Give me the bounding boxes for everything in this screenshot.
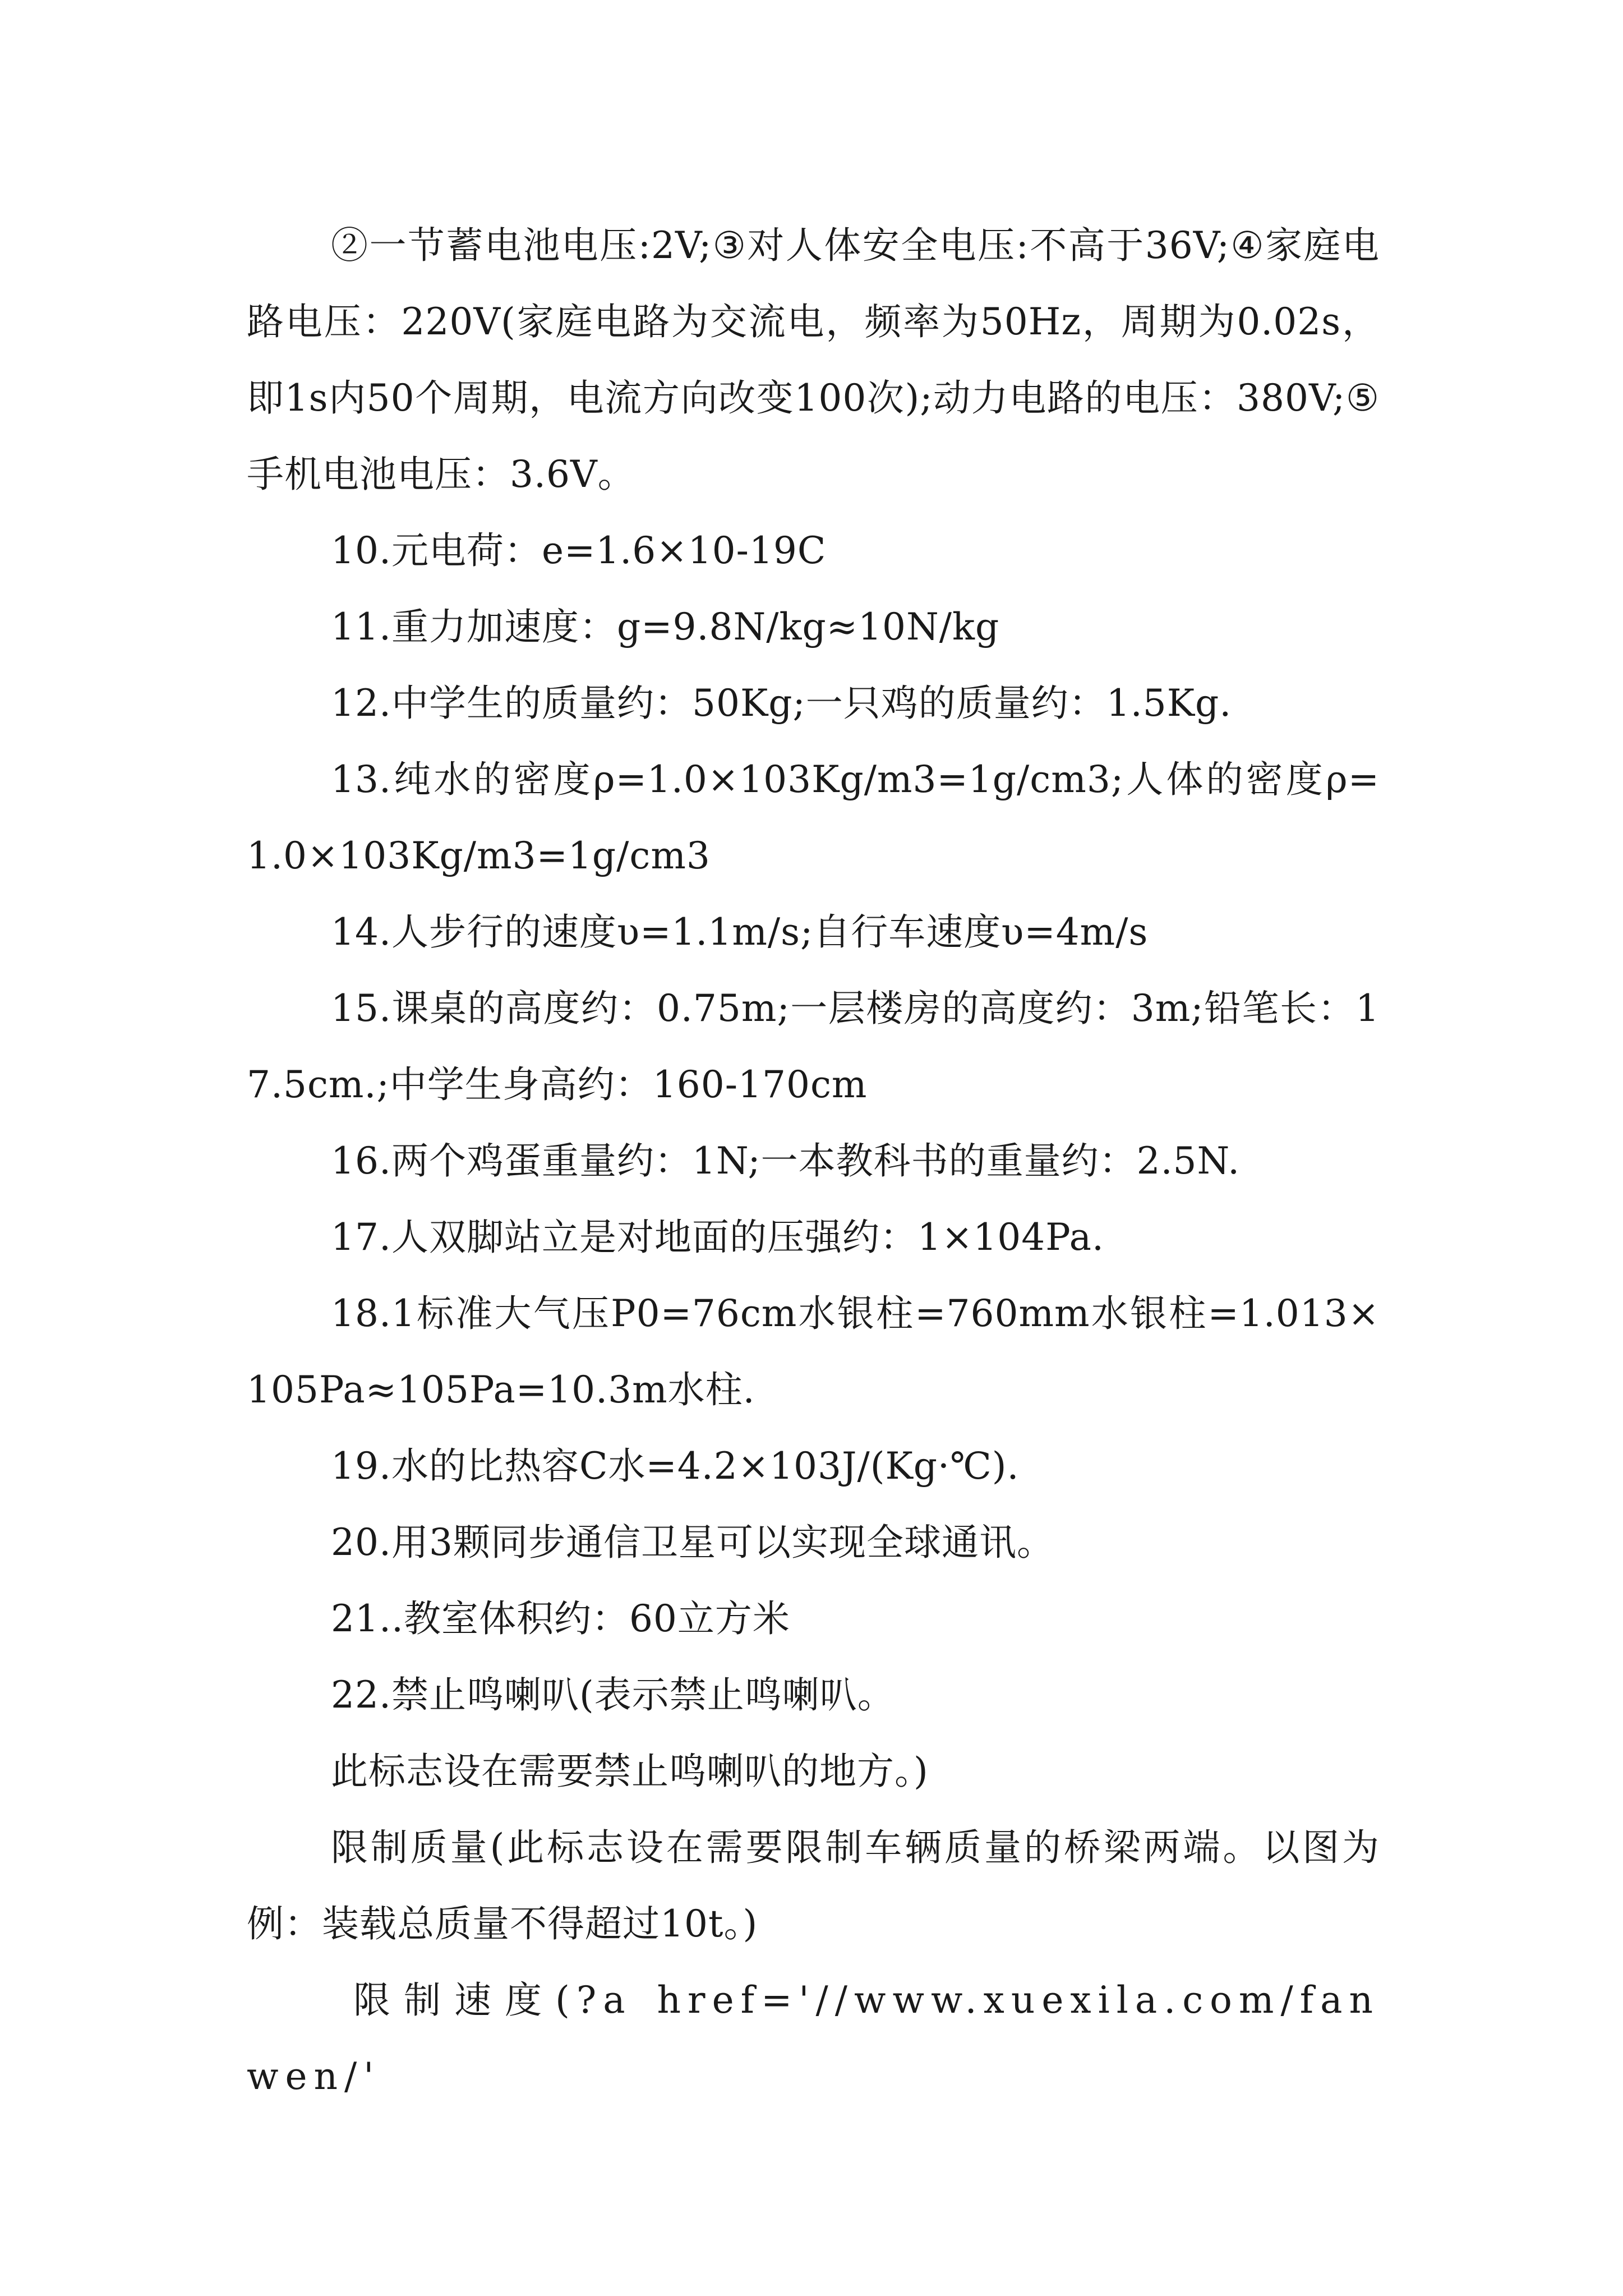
paragraph-item-14: 14.人步行的速度υ=1.1m/s;自行车速度υ=4m/s <box>331 910 1149 954</box>
paragraph-item-10: 10.元电荷：e=1.6×10-19C <box>331 529 827 572</box>
paragraph-item-17: 17.人双脚站立是对地面的压强约：1×104Pa. <box>331 1216 1104 1259</box>
paragraph-weight-limit: 限制质量(此标志设在需要限制车辆质量的桥梁两端。以图为例：装载总质量不得超过10t。) <box>247 1826 1380 1945</box>
paragraph-horn-sign-note: 此标志设在需要禁止鸣喇叭的地方。) <box>331 1750 929 1793</box>
paragraph-item-16: 16.两个鸡蛋重量约：1N;一本教科书的重量约：2.5N. <box>331 1139 1241 1182</box>
paragraph-item-12: 12.中学生的质量约：50Kg;一只鸡的质量约：1.5Kg. <box>331 682 1232 725</box>
paragraph-item-15: 15.课桌的高度约：0.75m;一层楼房的高度约：3m;铅笔长：17.5cm.;中学生身高约：160-170cm <box>247 987 1380 1106</box>
paragraph-item-13: 13.纯水的密度ρ=1.0×103Kg/m3=1g/cm3;人体的密度ρ=1.0×103Kg/m3=1g/cm3 <box>247 758 1380 877</box>
document-body <box>247 208 1380 2115</box>
paragraph-item-20: 20.用3颗同步通信卫星可以实现全球通讯。 <box>331 1521 1054 1564</box>
paragraph-item-22: 22.禁止鸣喇叭(表示禁止鸣喇叭。 <box>331 1673 895 1717</box>
paragraph-item-21: 21..教室体积约：60立方米 <box>331 1597 790 1640</box>
paragraph-item-18: 18.1标准大气压P0=76cm水银柱=760mm水银柱=1.013×105Pa≈105Pa=10.3m水柱. <box>247 1292 1380 1411</box>
paragraph-item-19: 19.水的比热容C水=4.2×103J/(Kg·℃). <box>331 1444 1020 1488</box>
paragraph-item-11: 11.重力加速度：g=9.8N/kg≈10N/kg <box>331 605 1000 648</box>
paragraph-speed-limit: 限制速度(?a href='//www.xuexila.com/fanwen/' <box>247 1978 1380 2098</box>
paragraph-voltage-values: ②一节蓄电池电压:2V;③对人体安全电压:不高于36V;④家庭电路电压：220V(家庭电路为交流电，频率为50Hz，周期为0.02s，即1s内50个周期，电流方向改变100次);动力电路的电压：380V;⑤手机电池电压：3.6V。 <box>247 224 1380 496</box>
